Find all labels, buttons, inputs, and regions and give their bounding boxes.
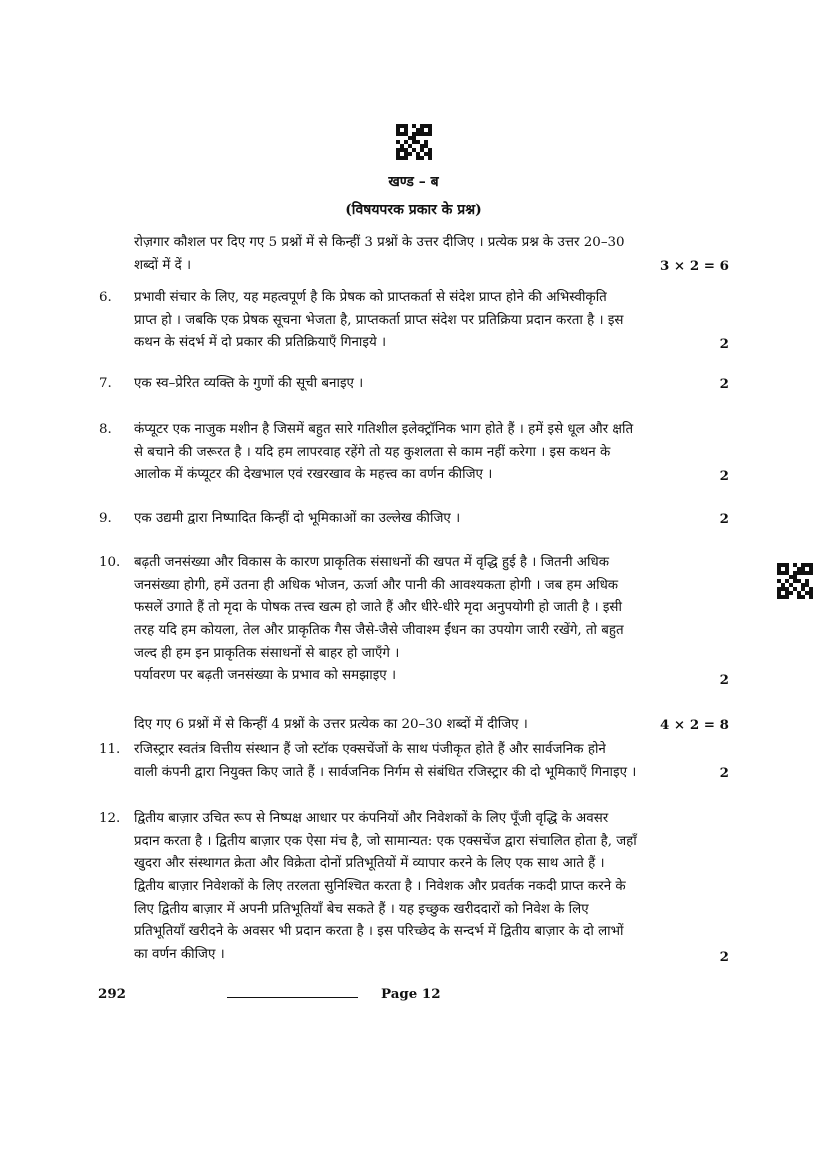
section-subtitle: (विषयपरक प्रकार के प्रश्न) <box>345 202 482 218</box>
question-number: 10. <box>99 555 121 570</box>
question-marks: 2 <box>719 949 729 965</box>
question-line: कथन के संदर्भ में दो प्रकार की प्रतिक्रियाएँ गिनाइये । <box>134 335 387 351</box>
question-line: का वर्णन कीजिए । <box>134 947 225 963</box>
question-text <box>134 808 729 967</box>
question-marks: 2 <box>719 765 729 781</box>
question-number: 7. <box>99 376 112 391</box>
question-number: 6. <box>99 290 112 305</box>
question-number: 12. <box>99 811 121 826</box>
question-line: बढ़ती जनसंख्या और विकास के कारण प्राकृतिक संसाधनों की खपत में वृद्धि हुई है । जितनी अधिक <box>134 555 610 570</box>
instruction-marks: 4 × 2 = 8 <box>659 717 729 733</box>
question-line: खुदरा और संस्थागत क्रेता और विक्रेता दोनों प्रतिभूतियों में व्यापार करने के लिए एक साथ आते हैं । <box>134 856 605 872</box>
question-line: पर्यावरण पर बढ़ती जनसंख्या के प्रभाव को समझाइए । <box>134 668 397 684</box>
instruction-block <box>134 232 729 277</box>
question-number: 9. <box>99 511 112 526</box>
paper-code: 292 <box>98 986 126 1002</box>
question-marks: 2 <box>719 511 729 527</box>
instruction-line: रोज़गार कौशल पर दिए गए 5 प्रश्नों में से किन्हीं 3 प्रश्नों के उत्तर दीजिए । प्रत्येक प्रश्न के उत्तर 20–30 <box>134 235 625 250</box>
instruction-marks: 3 × 2 = 6 <box>659 258 729 274</box>
question-marks: 2 <box>719 468 729 484</box>
question-line: तरह यदि हम कोयला, तेल और प्राकृतिक गैस जैसे-जैसे जीवाश्म ईंधन का उपयोग जारी रखेंगे, तो बहुत <box>134 623 624 639</box>
qr-code-icon <box>396 124 432 160</box>
question-text <box>134 508 729 531</box>
question-line: प्रदान करता है । द्वितीय बाज़ार एक ऐसा मंच है, जो सामान्यत: एक एक्सचेंज द्वारा संचालित होता है, जहाँ <box>134 833 637 849</box>
qr-code-side-icon <box>777 563 813 599</box>
question-text <box>134 287 729 355</box>
question-line: कंप्यूटर एक नाजुक मशीन है जिसमें बहुत सारे गतिशील इलेक्ट्रॉनिक भाग होते हैं । हमें इसे धूल और क्षति <box>134 422 634 437</box>
question-line: रजिस्ट्रार स्वतंत्र वित्तीय संस्थान हैं जो स्टॉक एक्सचेंजों के साथ पंजीकृत होते हैं और सार्वजनिक होने <box>134 742 606 757</box>
question-text <box>134 419 729 487</box>
question-line: प्रतिभूतियाँ खरीदने के अवसर भी प्रदान करता है । इस परिच्छेद के सन्दर्भ में द्वितीय बाज़ार के दो लाभों <box>134 924 624 940</box>
question-line: फसलें उगाते हैं तो मृदा के पोषक तत्त्व खत्म हो जाते हैं और धीरे-धीरे मृदा अनुपयोगी हो जाती है । इसी <box>134 600 622 616</box>
question-text <box>134 552 729 688</box>
question-line: से बचाने की जरूरत है । यदि हम लापरवाह रहेंगे तो यह कुशलता से काम नहीं करेगा । इस कथन के <box>134 444 611 460</box>
question-line: प्रभावी संचार के लिए, यह महत्वपूर्ण है कि प्रेषक को प्राप्तकर्ता से संदेश प्राप्त होने की अभिस्वीकृति <box>134 290 607 305</box>
question-marks: 2 <box>719 376 729 392</box>
question-line: एक उद्यमी द्वारा निष्पादित किन्हीं दो भूमिकाओं का उल्लेख कीजिए । <box>134 511 461 526</box>
question-text <box>134 739 729 784</box>
question-number: 8. <box>99 422 112 437</box>
question-line: द्वितीय बाज़ार उचित रूप से निष्पक्ष आधार पर कंपनियों और निवेशकों के लिए पूँजी वृद्धि के अवसर <box>134 811 609 826</box>
footer-divider <box>227 997 358 998</box>
instruction-line: शब्दों में दें । <box>134 257 192 273</box>
question-line: वाली कंपनी द्वारा नियुक्त किए जाते हैं । सार्वजनिक निर्गम से संबंधित रजिस्ट्रार की दो भूमिकाएँ गिनाइए । <box>134 764 637 780</box>
question-line: जल्द ही हम इन प्राकृतिक संसाधनों से बाहर हो जाएँगे । <box>134 645 400 661</box>
question-line: एक स्व–प्रेरित व्यक्ति के गुणों की सूची बनाइए । <box>134 376 364 391</box>
question-text <box>134 373 729 396</box>
question-line: द्वितीय बाज़ार निवेशकों के लिए तरलता सुनिश्चित करता है । निवेशक और प्रवर्तक नकदी प्राप्त करने के <box>134 879 626 895</box>
question-line: आलोक में कंप्यूटर की देखभाल एवं रखरखाव के महत्त्व का वर्णन कीजिए । <box>134 467 493 483</box>
question-number: 11. <box>99 742 121 757</box>
page-number: Page 12 <box>381 986 441 1002</box>
section-title: खण्ड – ब <box>388 174 439 190</box>
question-line: लिए द्वितीय बाज़ार में अपनी प्रतिभूतियाँ बेच सकते हैं । यह इच्छुक खरीददारों को निवेश के लिए <box>134 901 589 917</box>
question-line: जनसंख्या होगी, हमें उतना ही अधिक भोजन, ऊर्जा और पानी की आवश्यकता होगी । जब हम अधिक <box>134 577 619 593</box>
instruction-block <box>134 714 729 737</box>
question-line: प्राप्त हो । जबकि एक प्रेषक सूचना भेजता है, प्राप्तकर्ता प्राप्त संदेश पर प्रतिक्रिया प्रदान करता है । इस <box>134 312 624 328</box>
question-marks: 2 <box>719 336 729 352</box>
question-marks: 2 <box>719 672 729 688</box>
instruction-line: दिए गए 6 प्रश्नों में से किन्हीं 4 प्रश्नों के उत्तर प्रत्येक का 20–30 शब्दों में दीजिए । <box>134 717 528 732</box>
